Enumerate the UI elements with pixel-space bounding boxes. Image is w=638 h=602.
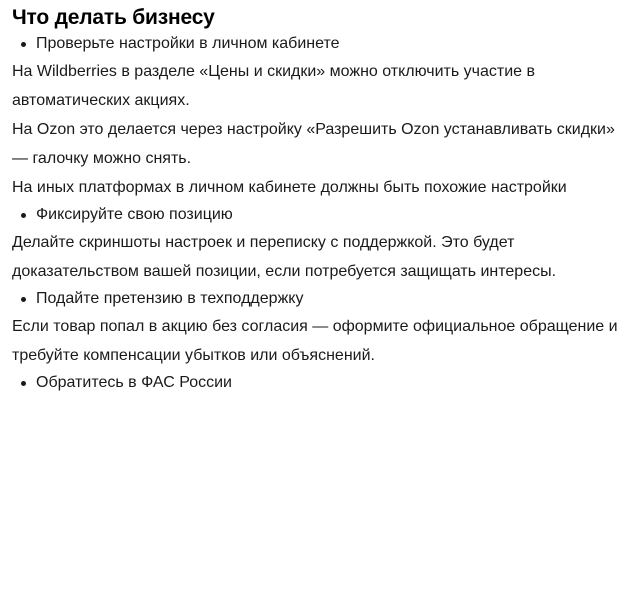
bullet-dot-icon <box>21 297 26 302</box>
list-item-text: Обратитесь в ФАС России <box>36 374 232 391</box>
bullet-dot-icon <box>21 381 26 386</box>
paragraph-wildberries: На Wildberries в разделе «Цены и скидки» можно отключить участие в автоматических акциях. <box>12 63 536 109</box>
list-item <box>12 286 632 312</box>
list-item <box>12 202 632 228</box>
bullet-dot-icon <box>21 42 26 47</box>
list-item <box>12 370 632 396</box>
bullet-list <box>12 202 632 228</box>
list-item-text: Фиксируйте свою позицию <box>36 206 233 223</box>
bullet-dot-icon <box>21 213 26 218</box>
paragraph-claim: Если товар попал в акцию без согласия — оформите официальное обращение и требуйте компенсации убытков или объяснений. <box>12 318 618 364</box>
list-item-text: Проверьте настройки в личном кабинете <box>36 35 340 52</box>
paragraph-other-platforms: На иных платформах в личном кабинете должны быть похожие настройки <box>12 179 567 196</box>
bullet-list <box>12 286 632 312</box>
bullet-list <box>12 370 632 396</box>
list-item <box>12 31 632 57</box>
paragraph-screenshots: Делайте скриншоты настроек и переписку с поддержкой. Это будет доказательством вашей позиции, если потребуется защищать интересы. <box>12 234 557 280</box>
list-item-text: Подайте претензию в техподдержку <box>36 290 304 307</box>
paragraph-ozon: На Ozon это делается через настройку «Разрешить Ozon устанавливать скидки» — галочку можно снять. <box>12 121 615 167</box>
section-heading: Что делать бизнесу <box>12 6 215 29</box>
article-body <box>12 0 632 396</box>
bullet-list <box>12 31 632 57</box>
